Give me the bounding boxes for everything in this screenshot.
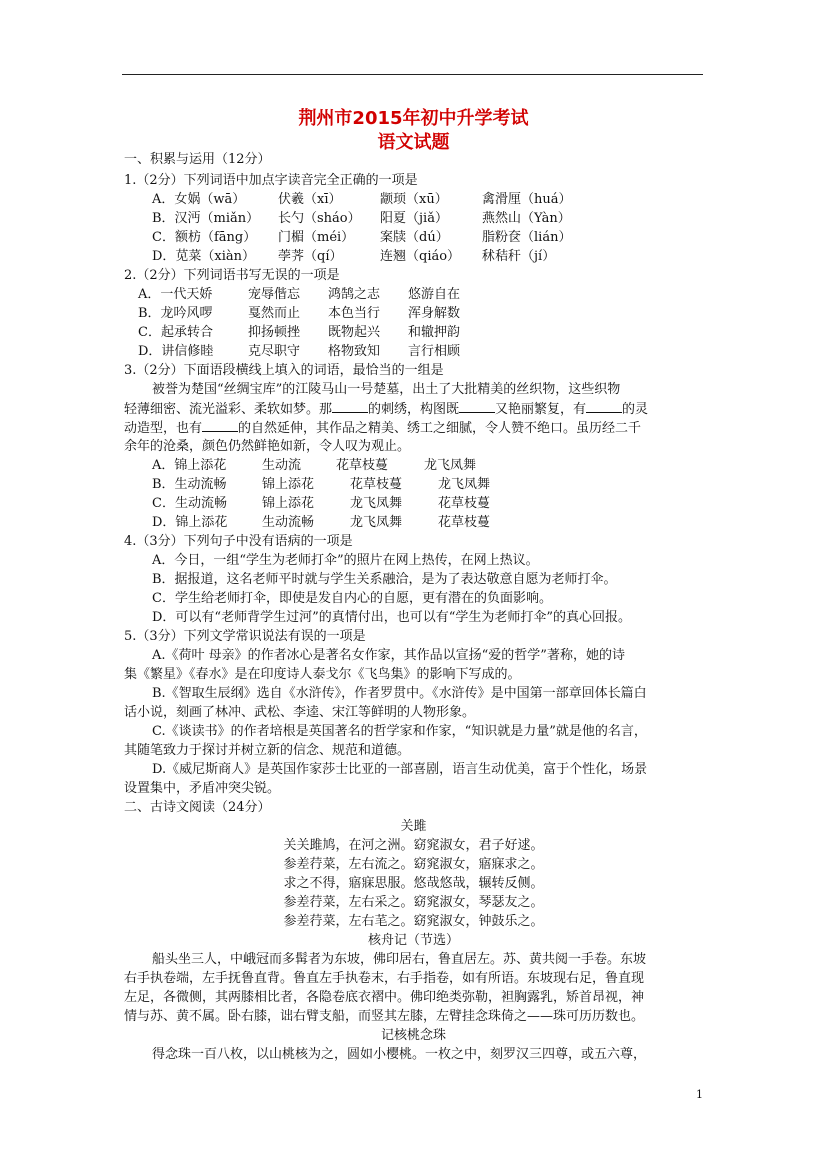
- question-5-option-d-cont: 设置集中，矛盾冲突尖锐。: [124, 781, 281, 796]
- question-3-stem: 3.（2分）下面语段横线上填入的词语，最恰当的一组是: [124, 363, 444, 378]
- question-5-option-b: B.《智取生辰纲》选自《水浒传》，作者罗贯中。《水浒传》是中国第一部章回体长篇白: [152, 686, 647, 701]
- question-5-option-c-cont: 其随笔致力于探讨并树立新的信念、规范和道德。: [124, 743, 411, 758]
- fill-blank: [332, 399, 368, 413]
- question-4-option-b: B．据报道，这名老师平时就与学生关系融洽，是为了表达敬意自愿为老师打伞。: [152, 572, 617, 587]
- question-2-stem: 2.（2分）下列词语书写无误的一项是: [124, 268, 340, 283]
- passage-line: 左足，各微侧，其两膝相比者，各隐卷底衣褶中。佛印绝类弥勒，袒胸露乳，矫首昂视，神: [124, 990, 645, 1005]
- passage-line: 情与苏、黄不属。卧右膝，诎右臂支船，而竖其左膝，左臂挂念珠倚之——珠可历历数也。: [124, 1009, 645, 1024]
- question-3-passage-line: 轻薄细密、流光溢彩、柔软如梦。那 的刺绣，构图既 又艳丽繁复，有 的灵: [124, 399, 648, 419]
- question-4-option-d: D．可以有“老师背学生过河”的真情付出，也可以有“学生为老师打伞”的真心回报。: [152, 610, 632, 625]
- page-number: 1: [696, 1088, 703, 1101]
- question-4-option-c: C．学生给老师打伞，即使是发自内心的自愿，更有潜在的负面影响。: [152, 591, 552, 606]
- poem-line: 参差荇菜，左右流之。窈窕淑女，寤寐求之。: [283, 857, 544, 872]
- poem-title: 关雎: [400, 819, 427, 834]
- passage-line: 船头坐三人，中峨冠而多髯者为东坡，佛印居右，鲁直居左。苏、黄共阅一手卷。东坡: [152, 952, 647, 967]
- question-3-passage-line: 余年的沧桑，颜色仍然鲜艳如新，令人叹为观止。: [124, 439, 411, 454]
- section-heading-2: 二、古诗文阅读（24分）: [124, 800, 271, 815]
- question-5-option-a-cont: 集《繁星》《春水》是在印度诗人泰戈尔《飞鸟集》的影响下写成的。: [124, 667, 521, 682]
- question-4-option-a: A．今日，一组“学生为老师打伞”的照片在网上热传，在网上热议。: [152, 553, 539, 568]
- poem-line: 参差荇菜，左右采之。窈窕淑女，琴瑟友之。: [283, 895, 544, 910]
- exam-subtitle: 语文试题: [377, 132, 450, 153]
- question-3-passage: 被誉为楚国“丝绸宝库”的江陵马山一号楚墓，出土了大批精美的丝织物，这些织物: [152, 382, 621, 397]
- question-5-option-b-cont: 话小说，刻画了林冲、武松、李逵、宋江等鲜明的人物形象。: [124, 705, 476, 720]
- poem-line: 求之不得，寤寐思服。悠哉悠哉，辗转反侧。: [283, 876, 544, 891]
- passage-line: 右手执卷端，左手抚鲁直背。鲁直左手执卷末，右手指卷，如有所语。东坡现右足，鲁直现: [124, 971, 645, 986]
- passage-title: 记核桃念珠: [380, 1028, 446, 1043]
- section-heading-1: 一、积累与运用（12分）: [124, 152, 271, 167]
- question-4-stem: 4.（3分）下列句子中没有语病的一项是: [124, 534, 353, 549]
- fill-blank: [202, 418, 238, 432]
- fill-blank: [586, 399, 622, 413]
- question-5-option-c: C.《谈读书》的作者培根是英国著名的哲学家和作家，“知识就是力量”就是他的名言，: [152, 724, 647, 739]
- poem-line: 参差荇菜，左右芼之。窈窕淑女，钟鼓乐之。: [283, 914, 544, 929]
- passage-title: 核舟记（节选）: [367, 933, 459, 948]
- question-5-stem: 5.（3分）下列文学常识说法有误的一项是: [124, 629, 366, 644]
- question-3-passage-line: 动造型，也有 的自然延伸，其作品之精美、绣工之细腻，令人赞不绝口。虽历经二千: [124, 418, 641, 438]
- header-rule: [122, 74, 703, 75]
- exam-title: 荆州市2015年初中升学考试: [298, 108, 529, 129]
- poem-line: 关关雎鸠，在河之洲。窈窕淑女，君子好逑。: [283, 838, 544, 853]
- question-5-option-d: D.《威尼斯商人》是英国作家莎士比亚的一部喜剧，语言生动优美，富于个性化，场景: [152, 762, 648, 777]
- passage-line: 得念珠一百八枚，以山桃核为之，圆如小樱桃。一枚之中，刻罗汉三四尊，或五六尊，: [152, 1047, 647, 1062]
- question-5-option-a: A.《荷叶 母亲》的作者冰心是著名女作家，其作品以宣扬“爱的哲学”著称，她的诗: [152, 648, 625, 663]
- fill-blank: [459, 399, 495, 413]
- question-1-stem: 1.（2分）下列词语中加点字读音完全正确的一项是: [124, 173, 418, 188]
